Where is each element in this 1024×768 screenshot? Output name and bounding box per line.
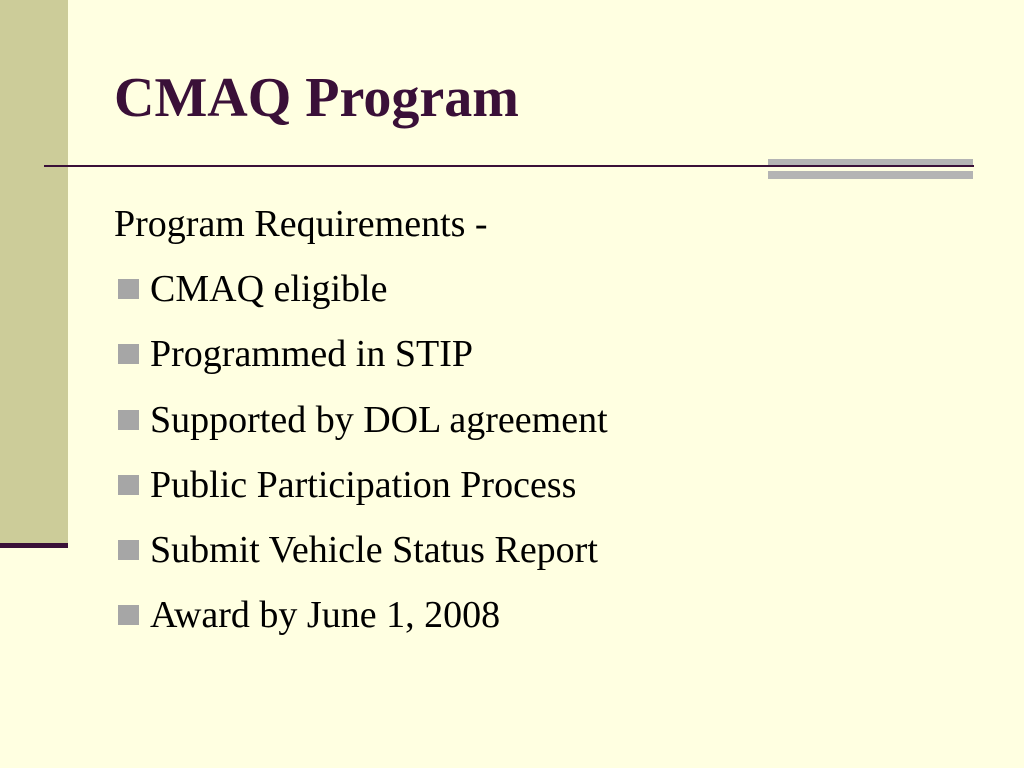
left-decorative-band <box>0 0 68 545</box>
slide-body <box>114 198 974 655</box>
list-item-text: CMAQ eligible <box>150 268 388 310</box>
title-divider <box>44 165 974 167</box>
title-divider-accent-bottom <box>768 171 973 179</box>
slide-title: CMAQ Program <box>114 67 519 129</box>
list-item-text: Public Participation Process <box>150 463 577 506</box>
list-item <box>114 589 974 641</box>
list-item <box>114 328 974 380</box>
list-item-text: Programmed in STIP <box>150 333 473 376</box>
square-bullet-icon <box>118 344 139 364</box>
list-item <box>114 394 974 446</box>
requirements-list <box>114 263 974 641</box>
square-bullet-icon <box>118 410 139 430</box>
list-item-text: Submit Vehicle Status Report <box>150 529 598 572</box>
square-bullet-icon <box>118 540 139 560</box>
square-bullet-icon <box>118 475 139 495</box>
list-item-text: Supported by DOL agreement <box>150 398 608 441</box>
square-bullet-icon <box>118 605 139 625</box>
list-item <box>114 263 974 315</box>
square-bullet-icon <box>118 279 139 299</box>
title-divider-accent-top <box>768 159 973 165</box>
list-item <box>114 459 974 511</box>
list-item-text: Award by June 1, 2008 <box>150 594 501 637</box>
requirements-heading: Program Requirements - <box>114 203 488 245</box>
list-item <box>114 524 974 576</box>
left-band-accent-line <box>0 543 68 548</box>
